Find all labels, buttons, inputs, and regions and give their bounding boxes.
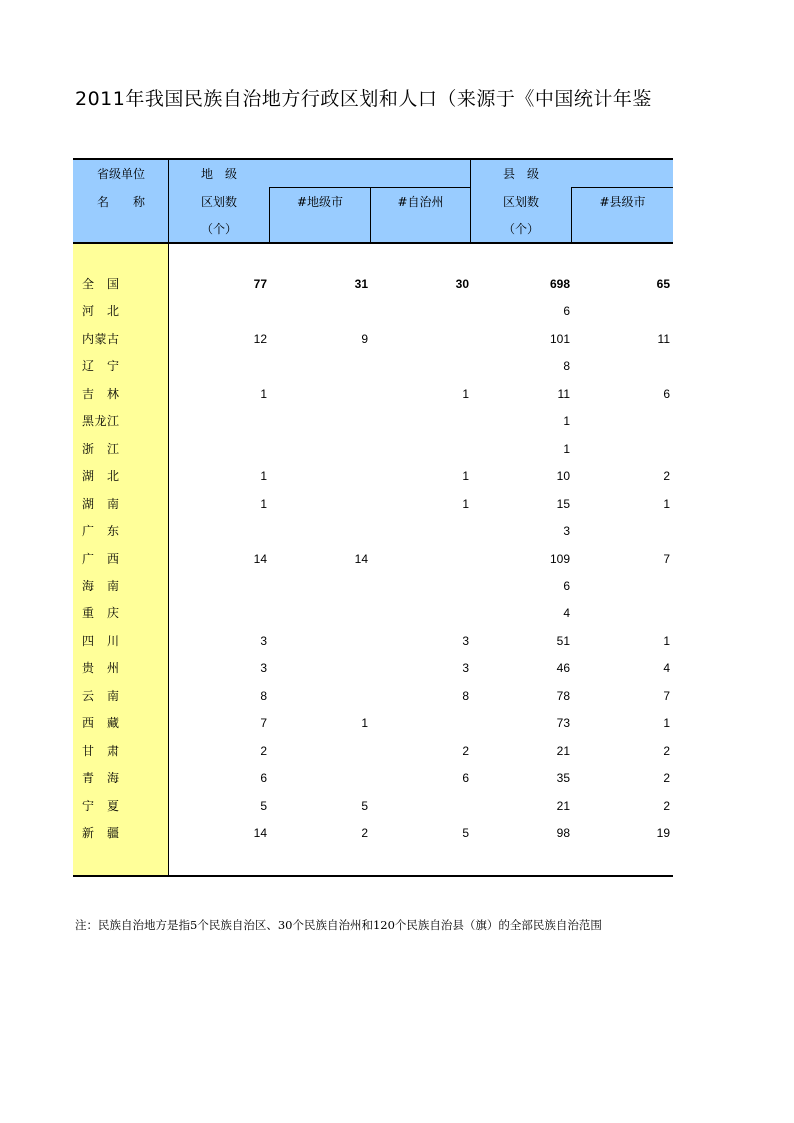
value-cell: 11 (557, 386, 570, 401)
province-name: 浙 江 (82, 441, 120, 456)
value-cell: 6 (663, 386, 670, 401)
value-cell: 73 (556, 716, 570, 731)
value-cell: 3 (462, 661, 469, 676)
province-name: 内蒙古 (82, 331, 120, 346)
value-cell: 35 (556, 771, 570, 786)
table-row (73, 628, 673, 655)
table-row (73, 765, 673, 792)
province-name: 辽 宁 (82, 359, 120, 374)
header-bottom-rule (73, 242, 673, 244)
value-cell: 51 (556, 633, 570, 648)
footnote: 注：民族自治地方是指5个民族自治区、30个民族自治州和120个民族自治县（旗）的全部民族自治范围 (75, 918, 602, 932)
value-cell: 1 (462, 386, 469, 401)
value-cell: 5 (361, 798, 368, 813)
table-row (73, 381, 673, 408)
value-cell: 1 (260, 386, 267, 401)
table-row (73, 683, 673, 710)
value-cell: 77 (253, 277, 267, 291)
table-row (73, 738, 673, 765)
value-cell: 31 (354, 277, 368, 291)
table-row (73, 600, 673, 627)
header-name-label: 名 称 (96, 195, 145, 209)
value-cell: 6 (260, 771, 267, 786)
table-row (73, 793, 673, 820)
province-name: 青 海 (82, 771, 120, 786)
value-cell: 698 (549, 277, 570, 291)
table-row (73, 463, 673, 490)
value-cell: 19 (656, 826, 670, 840)
province-name: 广 东 (82, 524, 120, 539)
province-name: 湖 南 (82, 496, 120, 511)
value-cell: 5 (462, 826, 469, 840)
province-name: 四 川 (82, 633, 120, 648)
value-cell: 4 (663, 661, 670, 676)
province-name: 贵 州 (82, 661, 120, 676)
value-cell: 2 (462, 743, 469, 758)
page-title: 2011年我国民族自治地方行政区划和人口（来源于《中国统计年鉴 (75, 88, 652, 110)
value-cell: 9 (361, 331, 368, 346)
table-row (73, 326, 673, 353)
table-row (73, 573, 673, 600)
value-cell: 3 (260, 661, 267, 676)
value-cell: 21 (556, 798, 570, 813)
value-cell: 1 (663, 633, 670, 648)
value-cell: 2 (260, 743, 267, 758)
province-name: 宁 夏 (82, 798, 120, 813)
value-cell: 7 (663, 688, 670, 703)
province-name: 广 西 (82, 551, 120, 566)
header-prefecture-count: 区划数 (200, 195, 237, 209)
header-prefecture-unit: （个） (200, 222, 237, 236)
value-cell: 14 (253, 551, 267, 566)
value-cell: 65 (656, 277, 670, 291)
value-cell: 8 (563, 359, 570, 374)
value-cell: 1 (563, 414, 570, 429)
table-row (73, 518, 673, 545)
value-cell: 21 (556, 743, 570, 758)
value-cell: 101 (549, 331, 570, 346)
value-cell: 15 (556, 496, 570, 511)
table-row (73, 546, 673, 573)
header-county-group: 县 级 (502, 167, 539, 181)
province-name: 全 国 (82, 277, 120, 291)
value-cell: 14 (354, 551, 368, 566)
province-name: 西 藏 (82, 716, 120, 731)
province-name: 河 北 (82, 304, 120, 319)
value-cell: 8 (260, 688, 267, 703)
value-cell: 2 (663, 469, 670, 484)
province-name: 黑龙江 (82, 414, 120, 429)
table-row (73, 491, 673, 518)
value-cell: 10 (556, 469, 570, 484)
value-cell: 1 (260, 469, 267, 484)
province-name: 新 疆 (82, 826, 120, 840)
province-name: 海 南 (82, 578, 120, 593)
value-cell: 3 (260, 633, 267, 648)
value-cell: 46 (556, 661, 570, 676)
value-cell: 2 (663, 798, 670, 813)
value-cell: 1 (663, 716, 670, 731)
value-cell: 98 (556, 826, 570, 840)
table-bottom-rule (73, 875, 673, 877)
header-prefecture-group: 地 级 (200, 167, 237, 181)
table-row (73, 271, 673, 298)
value-cell: 7 (663, 551, 670, 566)
value-cell: 6 (563, 304, 570, 319)
value-cell: 3 (563, 524, 570, 539)
value-cell: 1 (462, 469, 469, 484)
value-cell: 1 (563, 441, 570, 456)
value-cell: 3 (462, 633, 469, 648)
province-name: 湖 北 (82, 469, 120, 484)
value-cell: 2 (663, 771, 670, 786)
table-top-rule (73, 158, 673, 160)
value-cell: 5 (260, 798, 267, 813)
table-row (73, 710, 673, 737)
table-row (73, 298, 673, 325)
table-row (73, 353, 673, 380)
value-cell: 7 (260, 716, 267, 731)
header-county-city: #县级市 (599, 195, 646, 209)
value-cell: 8 (462, 688, 469, 703)
header-county-unit: （个） (502, 222, 539, 236)
value-cell: 4 (563, 606, 570, 621)
value-cell: 2 (663, 743, 670, 758)
province-name: 吉 林 (82, 386, 120, 401)
table-row (73, 655, 673, 682)
value-cell: 1 (260, 496, 267, 511)
value-cell: 78 (556, 688, 570, 703)
value-cell: 109 (549, 551, 570, 566)
table-row (73, 820, 673, 847)
value-cell: 6 (462, 771, 469, 786)
value-cell: 6 (563, 578, 570, 593)
value-cell: 1 (462, 496, 469, 511)
header-autonomous-prefecture: #自治州 (397, 195, 444, 209)
value-cell: 14 (253, 826, 267, 840)
value-cell: 1 (663, 496, 670, 511)
table-row (73, 436, 673, 463)
value-cell: 12 (253, 331, 267, 346)
table-row (73, 408, 673, 435)
header-prefecture-city: #地级市 (296, 195, 344, 209)
header-county-count: 区划数 (502, 195, 539, 209)
value-cell: 2 (361, 826, 368, 840)
value-cell: 30 (455, 277, 469, 291)
value-cell: 1 (361, 716, 368, 731)
value-cell: 11 (657, 331, 670, 346)
header-province-label: 省级单位 (96, 167, 145, 181)
group2-underline (571, 187, 673, 188)
province-name: 重 庆 (82, 606, 120, 621)
province-name: 甘 肃 (82, 743, 120, 758)
province-name: 云 南 (82, 688, 120, 703)
